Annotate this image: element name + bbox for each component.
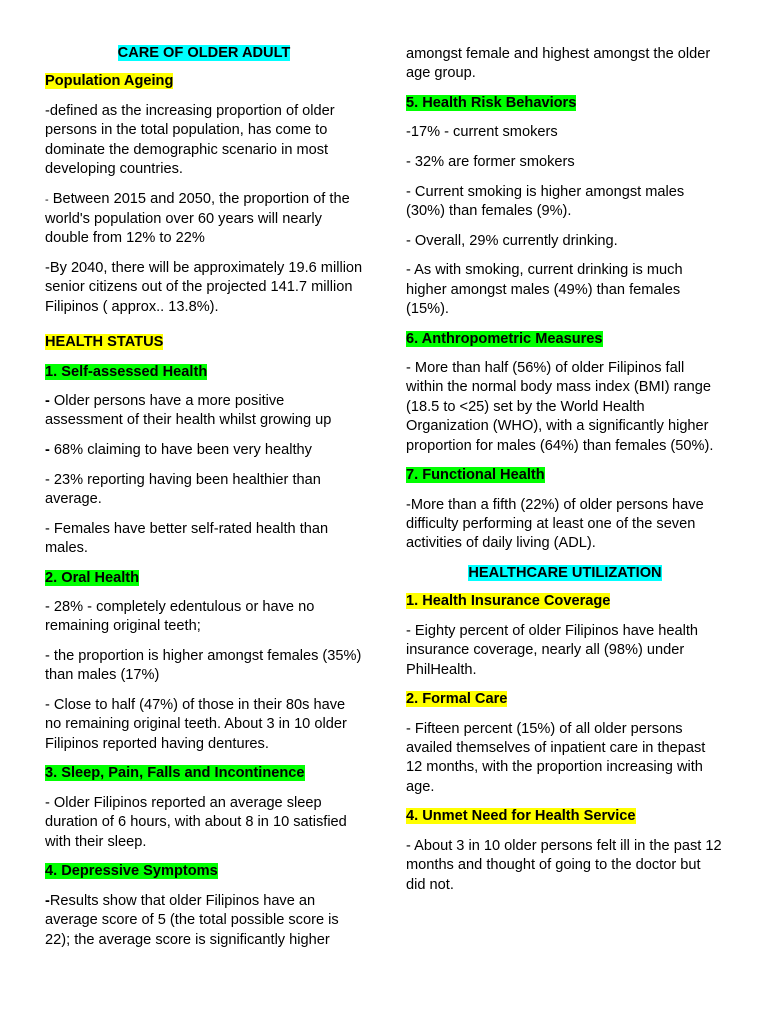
heading-health-insurance: 1. Health Insurance Coverage [406,593,611,610]
paragraph: -defined as the increasing proportion of older persons in the total population, has come to dominate the demographic scenario in most developing countries. [45,102,335,178]
paragraph: - Eighty percent of older Filipinos have health insurance coverage, nearly all (98%) under PhilHealth. [406,622,699,678]
heading-anthropometric-measures: 6. Anthropometric Measures [406,330,603,347]
right-column [406,45,724,905]
heading-health-status: HEALTH STATUS [45,334,164,351]
paragraph: - Older Filipinos reported an average sleep duration of 6 hours, with about 8 in 10 satisfied with their sleep. [45,794,347,850]
paragraph: -By 2040, there will be approximately 19.6 million senior citizens out of the projected 141.7 million Filipinos ( approx.. 13.8%). [45,260,363,315]
heading-functional-health: 7. Functional Health [406,467,545,484]
heading-population-ageing: Population Ageing [45,73,174,90]
paragraph: - As with smoking, current drinking is much higher amongst males (49%) than females (15%). [406,262,683,317]
paragraph: - the proportion is higher amongst females (35%) than males (17%) [45,648,362,684]
paragraph: - Current smoking is higher amongst males (30%) than females (9%). [406,183,685,219]
paragraph: - Close to half (47%) of those in their 80s have no remaining original teeth. About 3 in 10 older Filipinos reported having dentures. [45,697,347,752]
paragraph: - More than half (56%) of older Filipinos fall within the normal body mass index (BMI) range (18.5 to <25) set by the World Health Organization (WHO), with a significantly higher proportion for males (64%) than females (50%). [406,360,714,454]
paragraph: - Fifteen percent (15%) of all older persons availed themselves of inpatient care in thepast 12 months, with the proportion increasing with age. [406,720,706,795]
heading-oral-health: 2. Oral Health [45,569,140,586]
heading-depressive-symptoms: 4. Depressive Symptoms [45,863,218,880]
paragraph: -More than a fifth (22%) of older persons have difficulty performing at least one of the seven activities of daily living (ADL). [406,496,704,552]
paragraph: -Results show that older Filipinos have an average score of 5 (the total possible score is 22); the average score is significantly higher [45,892,339,948]
paragraph: - Females have better self-rated health than males. [45,520,329,557]
paragraph: -17% - current smokers [406,124,558,141]
heading-formal-care: 2. Formal Care [406,691,508,708]
heading-healthcare-utilization: HEALTHCARE UTILIZATION [468,565,662,582]
paragraph: - About 3 in 10 older persons felt ill in the past 12 months and thought of going to the doctor but did not. [406,837,722,893]
paragraph: - 68% claiming to have been very healthy [45,442,312,459]
left-column [45,44,363,960]
heading-unmet-need: 4. Unmet Need for Health Service [406,808,636,825]
paragraph: - Between 2015 and 2050, the proportion of the world's population over 60 years will nearly double from 12% to 22% [45,190,350,247]
paragraph: - 32% are former smokers [406,154,575,170]
paragraph: - 23% reporting having been healthier than average. [45,471,321,508]
heading-sleep-pain-falls: 3. Sleep, Pain, Falls and Incontinence [45,765,305,782]
paragraph: amongst female and highest amongst the older age group. [406,46,711,82]
document-title: CARE OF OLDER ADULT [117,45,291,61]
paragraph: - Older persons have a more positive assessment of their health whilst growing up [45,393,332,429]
paragraph: - Overall, 29% currently drinking. [406,232,618,249]
heading-health-risk-behaviors: 5. Health Risk Behaviors [406,95,577,111]
paragraph: - 28% - completely edentulous or have no remaining original teeth; [45,599,315,635]
heading-self-assessed-health: 1. Self-assessed Health [45,363,208,380]
